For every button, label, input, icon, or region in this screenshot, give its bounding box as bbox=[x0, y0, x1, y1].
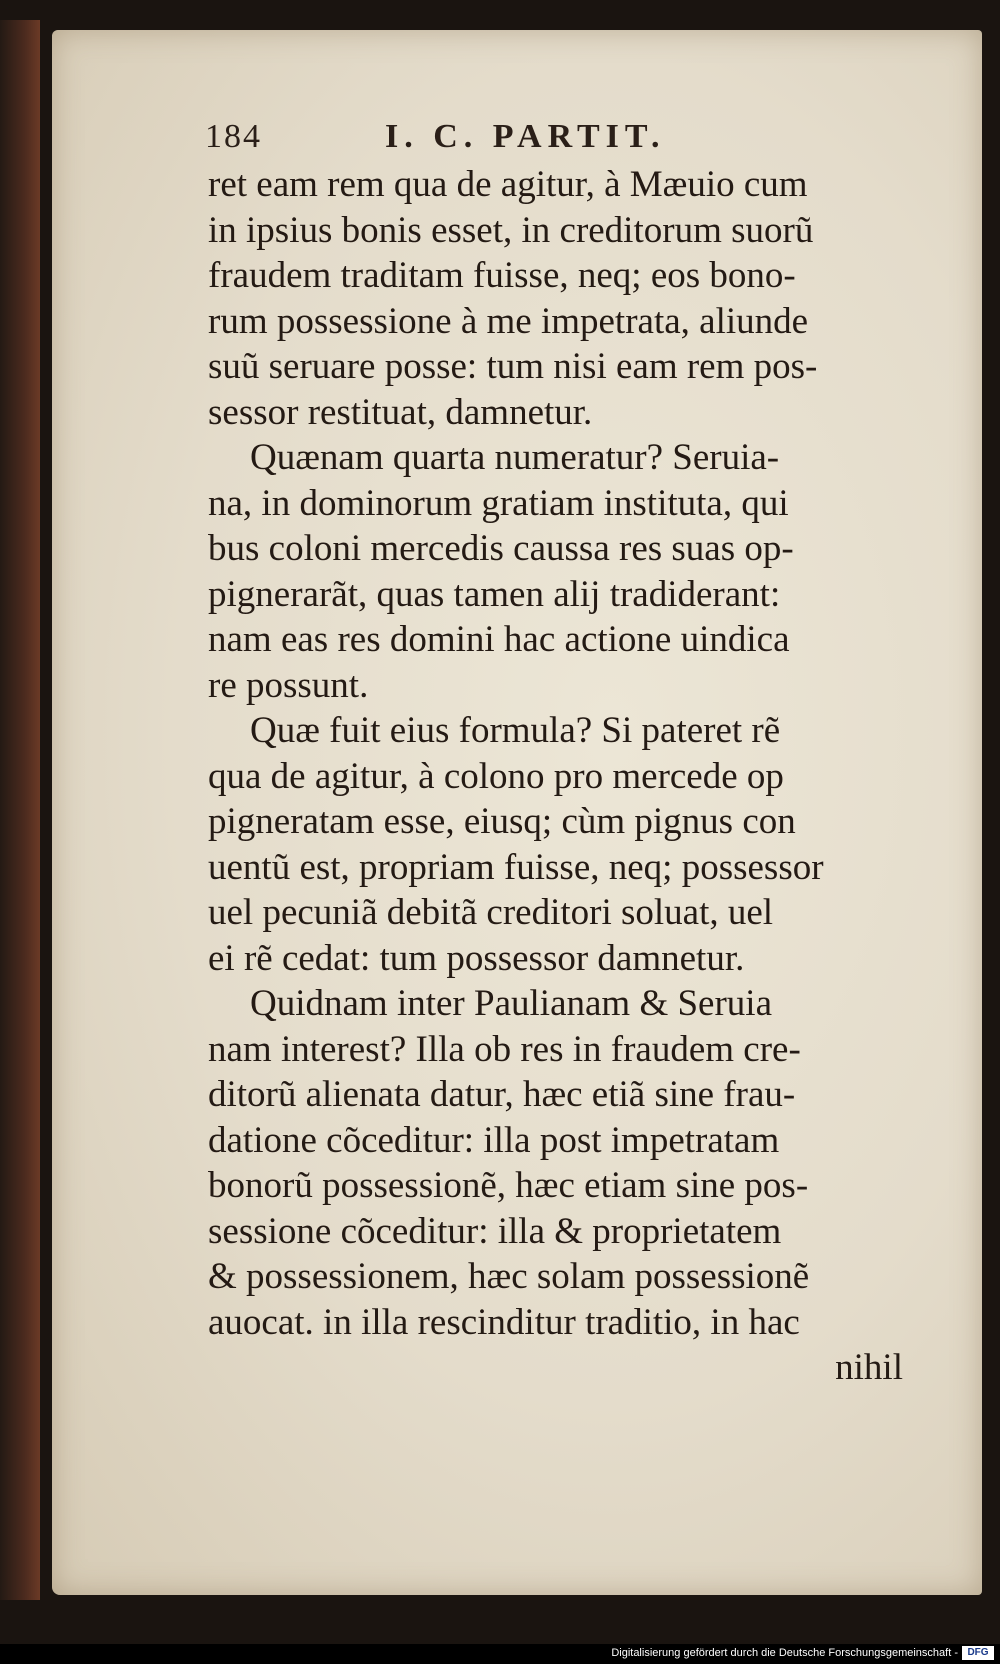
text-line: bus coloni mercedis caussa res suas op- bbox=[208, 528, 794, 569]
text-line: pigneratam esse, eiusq; cùm pignus con bbox=[208, 801, 796, 842]
text-line: Quænam quarta numeratur? Seruia- bbox=[250, 437, 780, 478]
text-line: nam interest? Illa ob res in fraudem cre- bbox=[208, 1028, 801, 1070]
text-line: ei rẽ cedat: tum possessor damnetur. bbox=[208, 937, 745, 979]
text-line: Quæ fuit eius formula? Si pateret rẽ bbox=[250, 710, 781, 751]
text-line: uel pecuniã debitã creditori soluat, uel bbox=[208, 892, 774, 933]
text-line: bonorũ possessionẽ, hæc etiam sine pos- bbox=[208, 1165, 809, 1206]
page-number: 184 bbox=[205, 118, 262, 155]
book-spine-edge bbox=[0, 20, 40, 1600]
running-title: I. C. PARTIT. bbox=[385, 118, 666, 155]
text-line: sessione cõceditur: illa & proprietatem bbox=[208, 1210, 782, 1252]
text-line: datione cõceditur: illa post impetratam bbox=[208, 1119, 780, 1161]
text-line: na, in dominorum gratiam instituta, qui bbox=[208, 482, 789, 524]
text-line: auocat. in illa rescinditur traditio, in hac bbox=[208, 1301, 800, 1343]
text-line: sessor restituat, damnetur. bbox=[208, 391, 593, 433]
body-text bbox=[208, 162, 908, 1391]
text-line: qua de agitur, à colono pro mercede op bbox=[208, 755, 784, 797]
text-line: pignerarãt, quas tamen alij tradiderant: bbox=[208, 573, 781, 615]
text-line: ret eam rem qua de agitur, à Mæuio cum bbox=[208, 164, 808, 205]
dfg-logo-icon: DFG bbox=[962, 1646, 994, 1660]
footer-credit: Digitalisierung gefördert durch die Deutsche Forschungsgemeinschaft - bbox=[611, 1647, 958, 1659]
text-line: in ipsius bonis esset, in creditorum suorũ bbox=[208, 209, 814, 251]
text-line: & possessionem, hæc solam possessionẽ bbox=[208, 1256, 810, 1297]
text-line: suũ seruare posse: tum nisi eam rem pos- bbox=[208, 346, 818, 387]
page-header bbox=[205, 118, 745, 168]
catchword: nihil bbox=[835, 1347, 903, 1388]
text-line: nam eas res domini hac actione uindica bbox=[208, 619, 790, 660]
text-line: Quidnam inter Paulianam & Seruia bbox=[250, 983, 772, 1024]
text-line: ditorũ alienata datur, hæc etiã sine frau- bbox=[208, 1074, 796, 1115]
text-line: rum possessione à me impetrata, aliunde bbox=[208, 300, 809, 342]
text-line: re possunt. bbox=[208, 664, 369, 706]
text-line: uentũ est, propriam fuisse, neq; possessor bbox=[208, 846, 824, 888]
text-line: fraudem traditam fuisse, neq; eos bono- bbox=[208, 255, 796, 296]
